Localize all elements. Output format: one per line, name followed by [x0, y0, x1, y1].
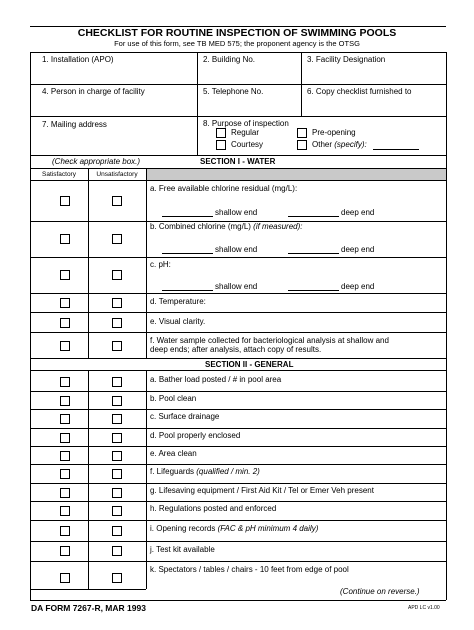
general-g-satisfactory-checkbox[interactable]	[60, 488, 70, 498]
water-f-satisfactory-checkbox[interactable]	[60, 341, 70, 351]
water-c-unsatisfactory-checkbox[interactable]	[112, 270, 122, 280]
telephone-label[interactable]: 5. Telephone No.	[203, 87, 264, 96]
section-2-title: SECTION II - GENERAL	[205, 360, 294, 369]
mailing-label[interactable]: 7. Mailing address	[42, 120, 107, 129]
grid-line	[30, 84, 446, 85]
grid-line	[88, 370, 89, 589]
general-e-label: e. Area clean	[150, 449, 197, 458]
frame-bottom	[30, 600, 446, 601]
water-b-note: (if measured):	[253, 222, 303, 231]
general-b-label: b. Pool clean	[150, 394, 197, 403]
water-c-label: c. pH:	[150, 260, 171, 269]
grid-line	[30, 409, 446, 410]
water-b-deep-label: deep end	[341, 245, 375, 254]
general-f-unsatisfactory-checkbox[interactable]	[112, 469, 122, 479]
water-b-satisfactory-checkbox[interactable]	[60, 234, 70, 244]
grid-line	[30, 180, 446, 181]
water-a-unsatisfactory-checkbox[interactable]	[112, 196, 122, 206]
form-subtitle: For use of this form, see TB MED 575; the proponent agency is the OTSG	[114, 39, 360, 48]
grid-line	[30, 464, 446, 465]
grid-line	[30, 358, 446, 359]
general-j-satisfactory-checkbox[interactable]	[60, 546, 70, 556]
other-checkbox[interactable]	[297, 140, 307, 150]
grid-line	[30, 312, 446, 313]
water-d-unsatisfactory-checkbox[interactable]	[112, 298, 122, 308]
water-c-deep-line[interactable]	[288, 290, 339, 291]
general-i-label	[150, 525, 318, 533]
courtesy-checkbox[interactable]	[216, 140, 226, 150]
purpose-label: 8. Purpose of inspection	[203, 119, 289, 128]
water-f-label-line1: f. Water sample collected for bacteriological analysis at shallow and	[150, 336, 389, 345]
water-c-shallow-line[interactable]	[162, 290, 213, 291]
grid-line	[30, 391, 446, 392]
grid-line	[301, 52, 302, 116]
grid-line	[30, 52, 446, 53]
grid-line	[30, 501, 446, 502]
frame-left	[30, 52, 31, 600]
water-b-deep-line[interactable]	[288, 253, 339, 254]
specify-line[interactable]	[373, 149, 419, 150]
general-g-unsatisfactory-checkbox[interactable]	[112, 488, 122, 498]
other-text: Other	[312, 140, 333, 149]
general-j-unsatisfactory-checkbox[interactable]	[112, 546, 122, 556]
grid-line	[146, 370, 147, 589]
grid-line	[30, 257, 446, 258]
person-label[interactable]: 4. Person in charge of facility	[42, 87, 145, 96]
general-k-label: k. Spectators / tables / chairs - 10 feet from edge of pool	[150, 565, 349, 574]
water-e-satisfactory-checkbox[interactable]	[60, 318, 70, 328]
general-d-label: d. Pool properly enclosed	[150, 431, 241, 440]
grid-line	[30, 541, 446, 542]
general-h-satisfactory-checkbox[interactable]	[60, 506, 70, 516]
form-version: APD LC v1.00	[408, 605, 440, 611]
grid-line	[30, 428, 446, 429]
grid-line	[30, 155, 446, 156]
other-label	[312, 141, 367, 149]
facility-label[interactable]: 3. Facility Designation	[307, 55, 386, 64]
general-b-satisfactory-checkbox[interactable]	[60, 396, 70, 406]
water-b-unsatisfactory-checkbox[interactable]	[112, 234, 122, 244]
general-h-label: h. Regulations posted and enforced	[150, 504, 277, 513]
water-a-deep-label: deep end	[341, 208, 375, 217]
water-f-label-line2: deep ends; after analysis, attach copy of results.	[150, 345, 322, 354]
water-a-shallow-line[interactable]	[162, 216, 213, 217]
col-unsatisfactory: Unsatisfactory	[96, 171, 138, 178]
general-d-unsatisfactory-checkbox[interactable]	[112, 433, 122, 443]
general-f-satisfactory-checkbox[interactable]	[60, 469, 70, 479]
water-d-label: d. Temperature:	[150, 297, 206, 306]
water-c-shallow-label: shallow end	[215, 282, 258, 291]
general-c-label: c. Surface drainage	[150, 412, 220, 421]
general-i-text: i. Opening records	[150, 524, 218, 533]
regular-checkbox[interactable]	[216, 128, 226, 138]
general-e-satisfactory-checkbox[interactable]	[60, 451, 70, 461]
general-c-satisfactory-checkbox[interactable]	[60, 414, 70, 424]
grid-line	[30, 293, 446, 294]
general-k-satisfactory-checkbox[interactable]	[60, 573, 70, 583]
general-a-unsatisfactory-checkbox[interactable]	[112, 377, 122, 387]
water-a-label: a. Free available chlorine residual (mg/L):	[150, 184, 298, 193]
general-i-note: (FAC & pH minimum 4 daily)	[217, 524, 319, 533]
general-f-label	[150, 468, 260, 476]
building-label[interactable]: 2. Building No.	[203, 55, 256, 64]
frame-right	[446, 52, 447, 600]
general-i-unsatisfactory-checkbox[interactable]	[112, 526, 122, 536]
frame-top	[30, 26, 446, 27]
col-satisfactory: Satisfactory	[42, 171, 76, 178]
grid-line	[30, 520, 446, 521]
general-h-unsatisfactory-checkbox[interactable]	[112, 506, 122, 516]
grid-line	[30, 332, 446, 333]
shaded-header-bar	[146, 169, 446, 180]
water-c-deep-label: deep end	[341, 282, 375, 291]
general-k-unsatisfactory-checkbox[interactable]	[112, 573, 122, 583]
preopening-checkbox[interactable]	[297, 128, 307, 138]
general-a-label: a. Bather load posted / # in pool area	[150, 375, 282, 384]
grid-line	[30, 116, 446, 117]
specify-text: (specify):	[334, 140, 367, 149]
water-e-unsatisfactory-checkbox[interactable]	[112, 318, 122, 328]
water-a-shallow-label: shallow end	[215, 208, 258, 217]
grid-line	[30, 589, 146, 590]
water-a-deep-line[interactable]	[288, 216, 339, 217]
copy-label[interactable]: 6. Copy checklist furnished to	[307, 87, 412, 96]
grid-line	[30, 483, 446, 484]
general-a-satisfactory-checkbox[interactable]	[60, 377, 70, 387]
general-i-satisfactory-checkbox[interactable]	[60, 526, 70, 536]
regular-label: Regular	[231, 128, 260, 137]
water-b-label	[150, 223, 303, 231]
water-a-satisfactory-checkbox[interactable]	[60, 196, 70, 206]
grid-line	[197, 52, 198, 155]
grid-line	[30, 561, 446, 562]
water-e-label: e. Visual clarity.	[150, 317, 206, 326]
form-number: DA FORM 7267-R, MAR 1993	[31, 603, 146, 613]
water-c-satisfactory-checkbox[interactable]	[60, 270, 70, 280]
grid-line	[146, 168, 147, 358]
water-d-satisfactory-checkbox[interactable]	[60, 298, 70, 308]
preopening-label: Pre-opening	[312, 128, 356, 137]
continue-note: (Continue on reverse.)	[340, 587, 420, 596]
general-j-label: j. Test kit available	[150, 545, 215, 554]
water-f-unsatisfactory-checkbox[interactable]	[112, 341, 122, 351]
water-b-shallow-label: shallow end	[215, 245, 258, 254]
general-g-label: g. Lifesaving equipment / First Aid Kit / Tel or Emer Veh present	[150, 486, 374, 495]
general-b-unsatisfactory-checkbox[interactable]	[112, 396, 122, 406]
grid-line	[30, 446, 446, 447]
general-e-unsatisfactory-checkbox[interactable]	[112, 451, 122, 461]
section-1-title: SECTION I - WATER	[200, 157, 276, 166]
general-d-satisfactory-checkbox[interactable]	[60, 433, 70, 443]
form-title: CHECKLIST FOR ROUTINE INSPECTION OF SWIMMING POOLS	[77, 27, 397, 39]
grid-line	[30, 370, 446, 371]
water-b-shallow-line[interactable]	[162, 253, 213, 254]
check-note: (Check appropriate box.)	[52, 157, 141, 166]
installation-label[interactable]: 1. Installation (APO)	[42, 55, 114, 64]
courtesy-label: Courtesy	[231, 140, 264, 149]
general-c-unsatisfactory-checkbox[interactable]	[112, 414, 122, 424]
general-f-text: f. Lifeguards	[150, 467, 197, 476]
water-b-text: b. Combined chlorine (mg/L)	[150, 222, 254, 231]
grid-line	[88, 168, 89, 358]
general-f-note: (qualified / min. 2)	[196, 467, 260, 476]
